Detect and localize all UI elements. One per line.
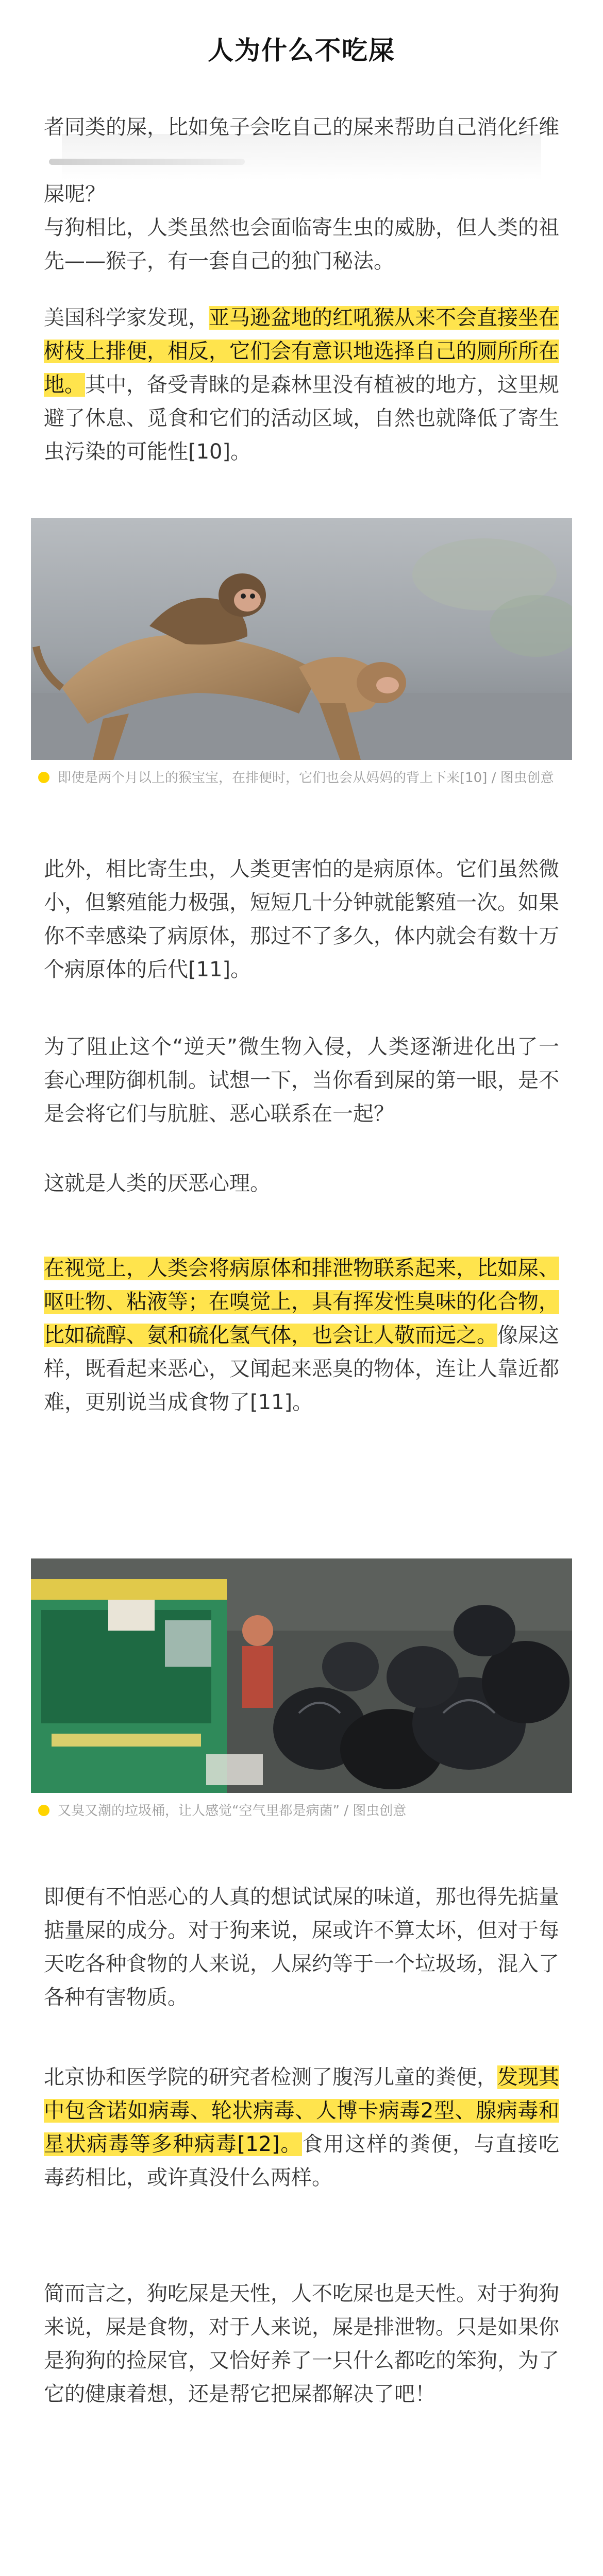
garbage-photo-caption bbox=[31, 1801, 572, 1821]
paragraph-5: 为了阻止这个“逆天”微生物入侵，人类逐渐进化出了一套心理防御机制。试想一下，当你看到屎的第一眼，是不是会将它们与肮脏、恶心联系在一起？ bbox=[44, 1035, 559, 1126]
paragraph-7-rest: 像屎这样，既看起来恶心，又闻起来恶臭的物体，连让人靠近都难，更别说当成食物了[11]。 bbox=[44, 1324, 559, 1414]
paragraph-3 bbox=[44, 301, 559, 469]
paragraph-8: 即便有不怕恶心的人真的想试试屎的味道，那也得先掂量掂量屎的成分。对于狗来说，屎或许不算太坏，但对于每天吃各种食物的人来说，人屎约等于一个垃圾场，混入了各种有害物质。 bbox=[44, 1885, 559, 2009]
paragraph-7 bbox=[44, 1252, 559, 1419]
paragraph-3-lead: 美国科学家发现， bbox=[44, 306, 209, 330]
blurred-text-strip bbox=[49, 159, 245, 165]
paragraph-3-highlight: 亚马逊盆地的红吼猴从来不会直接坐在树枝上排便，相反，它们会有意识地选择自己的厕所所在地。 bbox=[44, 306, 559, 397]
monkey-photo bbox=[31, 518, 572, 760]
caption-bullet-icon bbox=[38, 1805, 49, 1816]
garbage-photo bbox=[31, 1558, 572, 1793]
garbage-caption-text: 又臭又潮的垃圾桶，让人感觉“空气里都是病菌” / 图虫创意 bbox=[58, 1803, 407, 1819]
paragraph-1 bbox=[44, 111, 559, 211]
paragraph-10: 简而言之，狗吃屎是天性，人不吃屎也是天性。对于狗狗来说，屎是食物，对于人来说，屎是排泄物。只是如果你是狗狗的捡屎官，又恰好养了一只什么都吃的笨狗，为了它的健康着想，还是帮它把屎都解决了吧！ bbox=[44, 2282, 559, 2406]
caption-bullet-icon bbox=[38, 772, 49, 783]
paragraph-4: 此外，相比寄生虫，人类更害怕的是病原体。它们虽然微小，但繁殖能力极强，短短几十分钟就能繁殖一次。如果你不幸感染了病原体，那过不了多久，体内就会有数十万个病原体的后代[11]。 bbox=[44, 857, 559, 981]
monkey-caption-text: 即使是两个月以上的猴宝宝，在排便时，它们也会从妈妈的背上下来[10] / 图虫创意 bbox=[58, 770, 554, 786]
article-title: 人为什么不吃屎 bbox=[205, 30, 398, 71]
paragraph-9-lead: 北京协和医学院的研究者检测了腹泻儿童的粪便， bbox=[44, 2065, 497, 2089]
paragraph-1-text: 者同类的屎，比如兔子会吃自己的屎来帮助自己消化纤维 bbox=[44, 115, 559, 139]
paragraph-3-rest: 其中，备受青睐的是森林里没有植被的地方，这里规避了休息、觅食和它们的活动区域，自然也就降低了寄生虫污染的可能性[10]。 bbox=[44, 373, 559, 464]
title-wrap bbox=[0, 30, 603, 71]
paragraph-9-highlight: 发现其中包含诺如病毒、轮状病毒、人博卡病毒2型、腺病毒和星状病毒等多种病毒[12]。 bbox=[44, 2065, 559, 2156]
paragraph-9-rest: 食用这样的粪便，与直接吃毒药相比，或许真没什么两样。 bbox=[44, 2132, 560, 2190]
garbage-photo-illustration bbox=[31, 1558, 572, 1793]
paragraph-7-highlight: 在视觉上，人类会将病原体和排泄物联系起来，比如屎、呕吐物、粘液等；在嗅觉上，具有挥发性臭味的化合物，比如硫醇、氨和硫化氢气体，也会让人敬而远之。 bbox=[44, 1257, 559, 1347]
paragraph-9 bbox=[44, 2061, 559, 2195]
paragraph-6: 这就是人类的厌恶心理。 bbox=[44, 1172, 271, 1195]
monkey-photo-caption bbox=[31, 768, 572, 788]
paragraph-1-tail: 屎呢？ bbox=[44, 182, 106, 206]
paragraph-2: 与狗相比，人类虽然也会面临寄生虫的威胁，但人类的祖先——猴子，有一套自己的独门秘法。 bbox=[44, 216, 559, 273]
monkey-photo-illustration bbox=[31, 518, 572, 760]
